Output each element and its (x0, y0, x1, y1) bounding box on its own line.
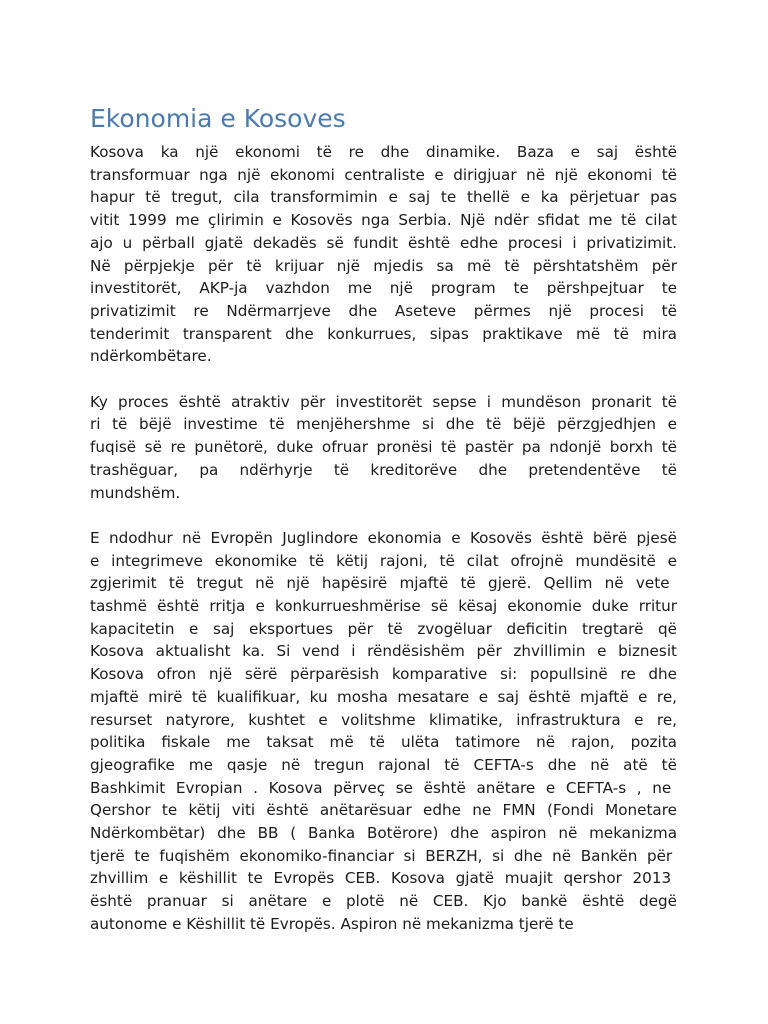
text-line: vitit 1999 me çlirimin e Kosovës nga Serbia. Një ndër sfidat me të cilat (90, 211, 677, 230)
text-line: Ky proces është atraktiv për investitorët sepse i mundëson pronarit të (90, 392, 677, 411)
paragraph-gap (90, 504, 677, 527)
text-line: zhvillim e këshillit te Evropës CEB. Kosova gjatë muajit qershor 2013 (90, 869, 672, 888)
text-line: tjerë te fuqishëm ekonomiko-financiar si BERZH, si dhe në Bankën për (90, 846, 673, 865)
paragraph-1 (90, 141, 677, 368)
document-body (90, 141, 677, 936)
text-line: gjeografike me qasje në tregun rajonal të CEFTA-s dhe në atë të (90, 755, 677, 774)
text-line: E ndodhur në Evropën Juglindore ekonomia e Kosovës është bërë pjesë (90, 528, 677, 547)
text-line: mjaftë mirë të kualifikuar, ku mosha mesatare e saj është mjaftë e re, (90, 687, 677, 706)
text-line: autonome e Këshillit të Evropës. Aspiron në mekanizma tjerë te (90, 914, 574, 933)
text-line: investitorët, AKP-ja vazhdon me një program te përshpejtuar te (90, 279, 677, 298)
text-line: hapur të tregut, cila transformimin e saj te thellë e ka përjetuar pas (90, 188, 677, 207)
text-line: politika fiskale me taksat më të ulëta tatimore në rajon, pozita (90, 733, 677, 752)
text-line: ajo u përball gjatë dekadës së fundit është edhe procesi i privatizimit. (90, 233, 677, 252)
text-line: tenderimit transparent dhe konkurrues, sipas praktikave më të mira (90, 324, 677, 343)
text-line: tashmë është rritja e konkurrueshmërise së kësaj ekonomie duke rritur (90, 597, 677, 616)
document-title: Ekonomia e Kosoves (90, 104, 346, 133)
document-page (90, 102, 677, 936)
text-line: trashëguar, pa ndërhyrje të kreditorëve dhe pretendentëve të (90, 460, 677, 479)
text-line: Kosova ka një ekonomi të re dhe dinamike. Baza e saj është (90, 143, 677, 161)
text-line: ri të bëjë investime të menjëhershme si dhe të bëjë përzgjedhjen e (90, 415, 677, 434)
text-line: Qershor te këtij viti është anëtarësuar edhe ne FMN (Fondi Monetare (90, 801, 677, 820)
paragraph-gap (90, 368, 677, 391)
text-line: Ndërkombëtar) dhe BB ( Banka Botërore) dhe aspiron në mekanizma (90, 824, 677, 843)
text-line: privatizimit re Ndërmarrjeve dhe Aseteve përmes një procesi të (90, 301, 677, 320)
text-line: Në përpjekje për të krijuar një mjedis sa më të përshtatshëm për (90, 256, 677, 275)
paragraph-3 (90, 527, 677, 936)
text-line: Kosova aktualisht ka. Si vend i rëndësishëm për zhvillimin e biznesit (90, 642, 677, 661)
text-line: Kosova ofron një sërë përparësish komparative si: popullsinë re dhe (90, 665, 677, 684)
text-line: ndërkombëtare. (90, 347, 212, 366)
text-line: është pranuar si anëtare e plotë në CEB. Kjo bankë është degë (90, 892, 677, 911)
text-line: Bashkimit Evropian . Kosova përveç se është anëtare e CEFTA-s , ne (90, 778, 672, 797)
text-line: mundshëm. (90, 483, 181, 502)
paragraph-2 (90, 391, 677, 505)
text-line: zgjerimit të tregut në një hapësirë mjaftë të gjerë. Qellim në vete (90, 574, 670, 593)
text-line: transformuar nga një ekonomi centraliste e dirigjuar në një ekonomi të (90, 165, 677, 184)
text-line: e integrimeve ekonomike të këtij rajoni, të cilat ofrojnë mundësitë e (90, 551, 677, 570)
text-line: fuqisë së re punëtorë, duke ofruar pronësi të pastër pa ndonjë borxh të (90, 438, 677, 457)
text-line: resurset natyrore, kushtet e volitshme klimatike, infrastruktura e re, (90, 710, 677, 729)
text-line: kapacitetin e saj eksportues për të zvogëluar deficitin tregtarë që (90, 619, 677, 638)
